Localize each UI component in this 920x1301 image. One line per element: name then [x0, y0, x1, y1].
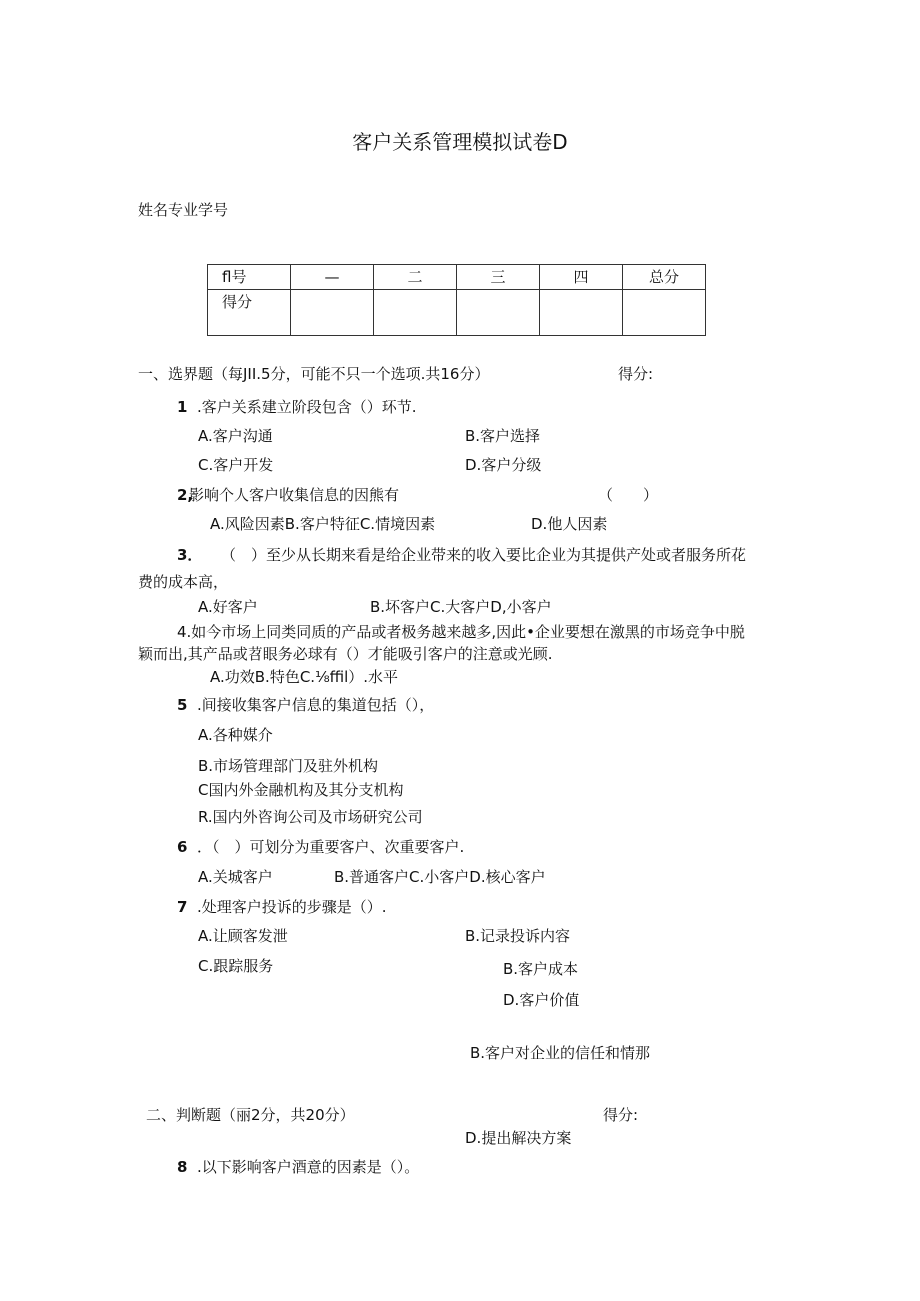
q7-number: 7 [177, 898, 188, 916]
q5-option-a: A.各种媒介 [198, 726, 273, 744]
q3-text-continued: 费的成本高， [138, 573, 229, 591]
score-cell [540, 290, 623, 336]
q6-text: ．（ ）可划分为重要客户、次重要客户. [197, 838, 465, 856]
score-cell [623, 290, 706, 336]
score-cell [374, 290, 457, 336]
q3-text: （ ）至少从长期来看是给企业带来的收入要比企业为其提供产处或者服务所花 [221, 546, 747, 564]
q8-text: .以下影响客户酒意的因素是（）。 [197, 1158, 420, 1176]
score-table-header: 三 [457, 265, 540, 290]
q4-text-line2: 颖而出,其产品或苕眼务必球有（）才能吸引客户的注意或光顾. [138, 645, 553, 663]
q1-option-b: B.客户选择 [465, 427, 541, 445]
score-table-header-row [208, 265, 706, 290]
q6-number: 6 [177, 838, 188, 856]
q3-option-a: A.好客户 [198, 598, 258, 616]
q1-option-c: C.客户开发 [198, 456, 274, 474]
q4-text-line1: 4.如今市场上同类同质的产品或者极务越来越多,因此•企业要想在激黑的市场竞争中脱 [177, 623, 745, 641]
q7-option-b: B.记录投诉内容 [465, 927, 571, 945]
exam-title: 客户关系管理模拟试卷D [352, 130, 568, 154]
q4-options: A.功效B.特色C.⅛ffil）.水平 [210, 668, 399, 686]
score-table-header: 四 [540, 265, 623, 290]
q7-option-c: C.跟踪服务 [198, 957, 274, 975]
q2-text: 影响个人客户收集信息的因熊有 [189, 486, 400, 504]
q6-option-a: A.关城客户 [198, 868, 273, 886]
score-cell [457, 290, 540, 336]
q2-option-d: D.他人因素 [531, 515, 608, 533]
q7-text: .处理客户投诉的步骤是（）. [197, 898, 387, 916]
score-row-label: 得分 [208, 290, 291, 336]
q5-number: 5 [177, 696, 188, 714]
score-table-header: 二 [374, 265, 457, 290]
q8-number: 8 [177, 1158, 188, 1176]
q3-number: 3． [177, 546, 203, 564]
q2-number: 2, [177, 486, 194, 504]
q2-answer-paren: （ ） [598, 486, 659, 504]
score-table [207, 264, 706, 336]
stray-option-customer-trust: B.客户对企业的信任和情那 [470, 1044, 651, 1062]
q5-option-d: R.国内外咨询公司及市场研究公司 [198, 808, 423, 826]
section2-score-label: 得分: [603, 1106, 639, 1124]
section2-heading: 二、判断题（丽2分，共20分） [146, 1106, 355, 1124]
stray-option-solution: D.提出解决方案 [465, 1129, 572, 1147]
score-table-score-row [208, 290, 706, 336]
stray-option-customer-value: D.客户价值 [503, 991, 580, 1009]
q1-number: 1 [177, 398, 188, 416]
q1-option-d: D.客户分级 [465, 456, 542, 474]
q1-option-a: A.客户沟通 [198, 427, 273, 445]
q2-options-abc: A.风险因素B.客户特征C.情境因素 [210, 515, 436, 533]
stray-option-customer-cost: B.客户成本 [503, 960, 579, 978]
q5-text: .间接收集客户信息的集道包括（）， [197, 696, 435, 714]
q3-options-bcd: B.坏客户C.大客户D,小客户 [370, 598, 552, 616]
score-table-header: — [291, 265, 374, 290]
score-cell [291, 290, 374, 336]
section1-score-label: 得分: [618, 365, 654, 383]
q1-text: .客户关系建立阶段包含（）环节. [197, 398, 417, 416]
student-info-line: 姓名专业学号 [138, 201, 229, 219]
score-table-header: fl号 [208, 265, 291, 290]
section1-heading: 一、选界题（每JII.5分，可能不只一个选项.共16分） [138, 365, 490, 383]
q5-option-c: C国内外金融机构及其分支机构 [198, 781, 404, 799]
score-table-header: 总分 [623, 265, 706, 290]
q7-option-a: A.让顾客发泄 [198, 927, 288, 945]
q6-options-bcd: B.普通客户C.小客户D.核心客户 [334, 868, 546, 886]
q5-option-b: B.市场管理部门及驻外机构 [198, 757, 379, 775]
